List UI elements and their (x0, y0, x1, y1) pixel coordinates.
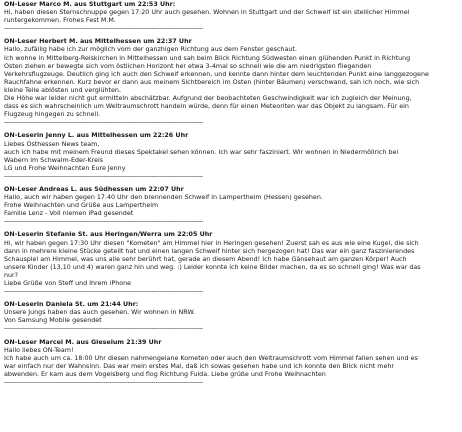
comment-text-line: Liebe Grüße von Steff und Ihrem iPhone (4, 280, 132, 287)
comment-separator: ---------------------------------------------------------------------------------------------------- (4, 288, 203, 296)
comment-text-line: auch ich habe mit meinem Freund dieses Spektakel sehen können. Ich war sehr fasziniert. Wir wohnen in Niedermöllrich bei (4, 148, 399, 156)
comment-text-line: Wabern im Schwalm-Eder-Kreis (4, 156, 104, 164)
comment-author-heading: ON-Leser Marco M. aus Stuttgart um 22:53 Uhr: (4, 1, 176, 8)
comment-text-line: kleine Teile ablösten und verglühten. (4, 86, 121, 94)
comment-text-line: Die Höhe war leider nicht gut ermitteln abschätzbar. Aufgrund der beobachteten Geschwindigkeit war ich zugleich der Meinung, (4, 95, 412, 103)
comment-text-line: Ich wohne in Mittelberg-Reiskirchen in Mittelhessen und sah beim Blick Richtung Südwesten einen glühenden Punkt in Richtung (4, 54, 411, 62)
comment-entry (4, 301, 460, 333)
comment-text-line: dann in mehrere kleine Stücke geteilt hat und einen langen Schweif hinter sich hergezogen hat! Das war ein ganz faszinierendes (4, 247, 415, 255)
comment-text-line: Hi, wir haben gegen 17:30 Uhr diesen "Kometen" am Himmel hier in Heringen gesehen! Zuerst sah es aus wie eine Kugel, die sich (4, 239, 419, 247)
comment-text-line: runtergekommen. Frohes Fest M.M. (4, 17, 116, 25)
comment-separator: ---------------------------------------------------------------------------------------------------- (4, 218, 203, 226)
comment-author-heading: ON-Leser Andreas L. aus Südhessen um 22:07 Uhr (4, 185, 184, 193)
comment-text-line: Schauspiel am Himmel, was uns alle sehr berührt hat, gerade an diesem Abend! Ich habe Gänsehaut am ganzen Körper! Auch (4, 255, 407, 263)
comment-author-heading: ON-Leser Herbert M. aus Mittelhessen um 22:37 Uhr (4, 38, 192, 46)
comment-author-heading: ON-Leser Marcel M. aus Gieselum 21:39 Uhr (4, 338, 162, 346)
comment-text-line: Familie Lenz - Voll niemen iPad gesendet (4, 210, 134, 218)
comment-entry (4, 231, 460, 296)
comment-separator: ---------------------------------------------------------------------------------------------------- (4, 25, 203, 33)
comment-text-line: Von Samsung Mobile gesendet (4, 317, 102, 325)
comment-text-line: Hallo liebes ON-Team! (4, 346, 74, 354)
comment-text-line: nur? (4, 271, 19, 279)
comment-text-line: Frohe Weihnachten und Grüße aus Lampertheim (4, 202, 159, 210)
comment-text-line: Osten ziehen er bewegte sich vom östlichen Horizont her etwa 3-4mal so schnell wie die am niedrigsten fliegenden (4, 62, 372, 70)
comment-separator: ---------------------------------------------------------------------------------------------------- (4, 119, 203, 127)
comment-text-line: Unsere Jungs haben das auch gesehen. Wir wohnen in NRW. (4, 309, 196, 317)
comment-author-heading: ON-Leserin Jenny L. aus Mittelhessen um 22:26 Uhr (4, 132, 189, 140)
comment-text-line: war einfach nur der Wahnsinn. Das war mein erstes Mal, daß ich sowas gesehen habe und ich konnte den Blick nicht mehr (4, 362, 394, 370)
comment-text-line: Hallo, zufällig habe ich zur möglich vom der ganzhigen Richtung aus dem Fenster geschaut. (4, 46, 297, 54)
comment-text-line: Hallo, auch wir haben gegen 17.40 Uhr den brennenden Schweif in Lampertheim (Hessen) gesehen. (4, 194, 323, 202)
comment-separator: ---------------------------------------------------------------------------------------------------- (4, 325, 203, 333)
comment-separator: ---------------------------------------------------------------------------------------------------- (4, 379, 203, 387)
comment-text-line: Liebes Osthessen News team, (4, 140, 100, 148)
comment-author-heading: ON-Leserin Daniela St. um 21:44 Uhr: (4, 301, 139, 309)
comment-entry (4, 339, 460, 388)
comment-entry (4, 38, 460, 127)
comment-text-line: abwenden. Er kam aus dem Vogelsberg und flog Richtung Fulda. Liebe grüße und Frohe Weihnachten (4, 370, 326, 378)
comment-text-line: Rauchfahne erkennen. Kurz bevor er dann aus meinem Sichtbereich im Osten (hinter Bäumen) verschwand, sah ich noch, wie sich (4, 78, 420, 86)
comment-entry (4, 186, 460, 226)
comment-text-line: LG und Frohe Weihnachten Eure Jenny (4, 164, 126, 172)
comment-text-line: dass es sich wahrscheinlich um Weltraumschrott handeln würde, denn für einen Meteoriten war das Objekt zu langsam. Für ein (4, 103, 409, 111)
comment-author-heading: ON-Leserin Stefanie St. aus Heringen/Werra um 22:05 Uhr (4, 231, 213, 239)
comment-text-line: Verkehrsflugzeuge. Deutlich ging ich auch den Schweif erkennen, und kennte dann hinter dem leuchtenden Punkt eine langgezogene (4, 70, 429, 78)
comment-text-line: Hi, haben diesen Sternschnuppe gegen 17:20 Uhr auch gesehen. Wohnen in Stuttgart und der Schweif ist ein stellicher Himmel (4, 9, 410, 17)
comment-entry (4, 132, 460, 181)
comment-text-line: Flugzeug hingegen zu schnell. (4, 111, 101, 119)
comment-entry (4, 1, 460, 33)
comment-separator: ---------------------------------------------------------------------------------------------------- (4, 172, 203, 180)
comment-text-line: unsere Kinder (13,10 und 4) waren ganz hin und weg. :) Leider konnte ich keine Bilder machen, da es so schnell ging! Was war das (4, 263, 421, 271)
comment-text-line: Ich habe auch um ca. 18:00 Uhr diesen nahmengeiane Kometen oder auch den Weltraumschrott vom Himmel fallen sehen und es (4, 354, 418, 362)
